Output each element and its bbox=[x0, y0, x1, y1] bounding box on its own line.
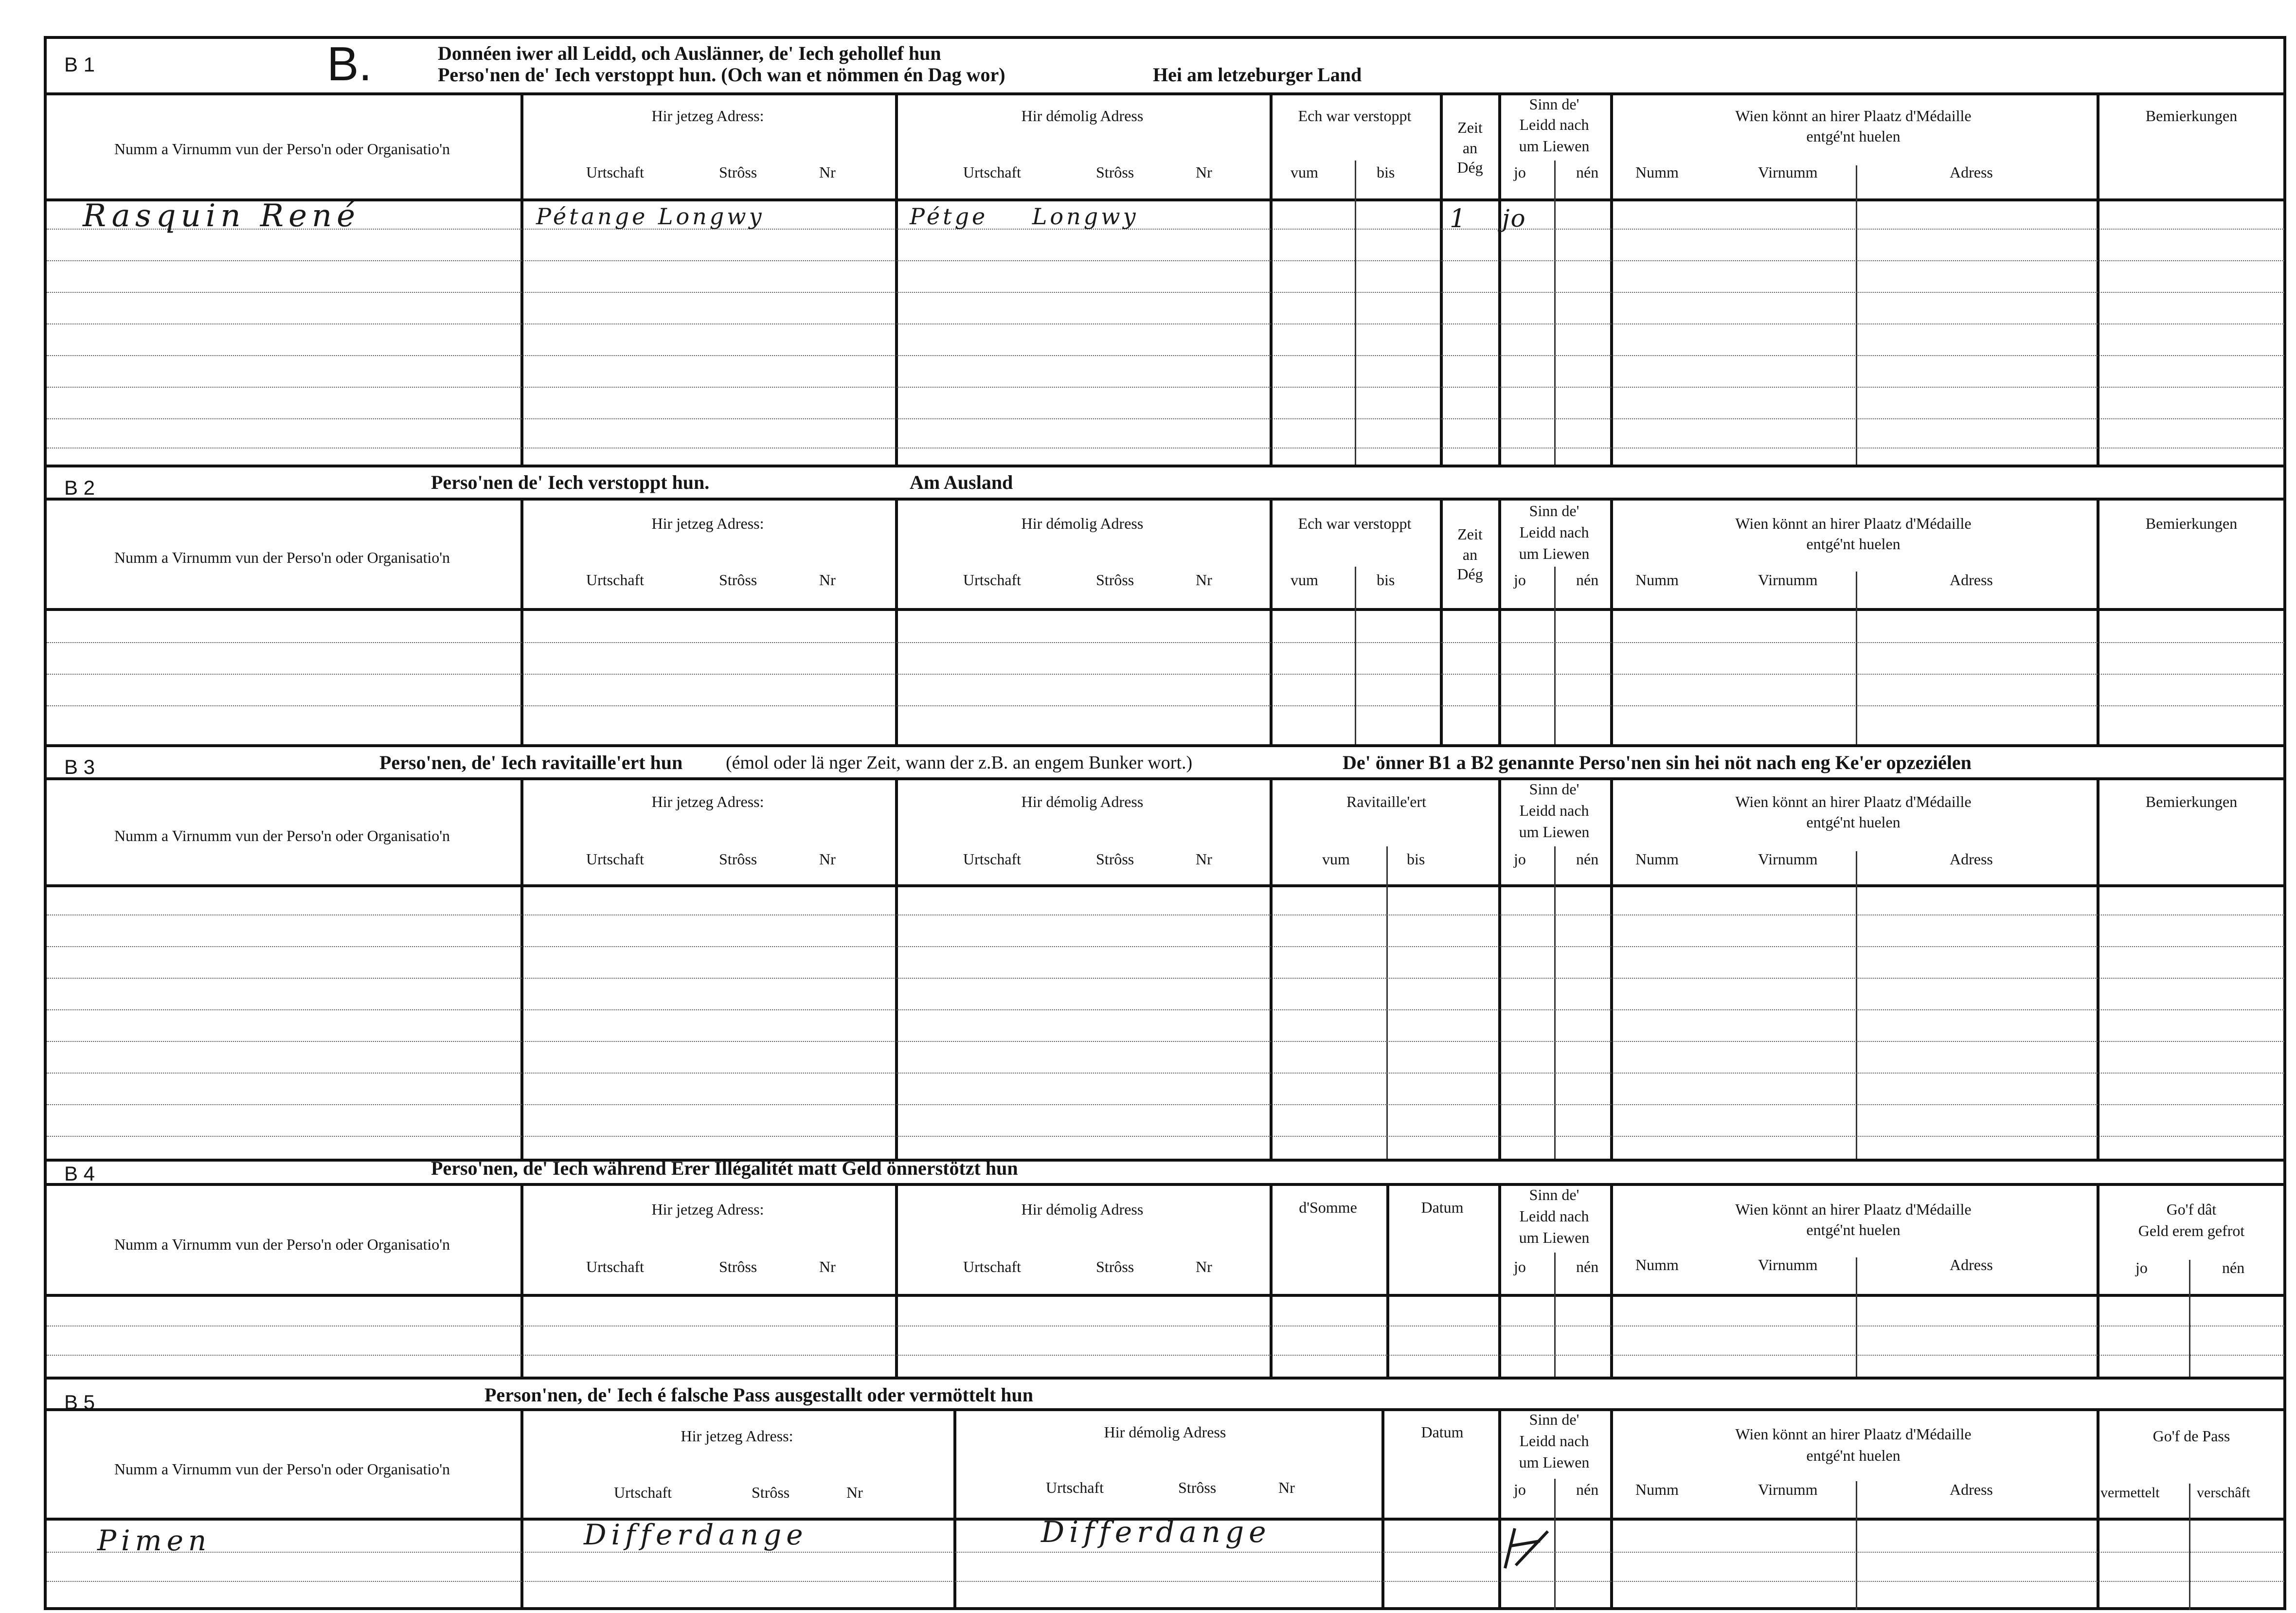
column-divider bbox=[2097, 498, 2099, 744]
header-street: Strôss bbox=[719, 163, 757, 181]
header-alive: Leidd nach bbox=[1519, 1432, 1589, 1450]
column-divider bbox=[2189, 1484, 2190, 1610]
column-divider bbox=[520, 777, 523, 1159]
column-divider bbox=[1270, 498, 1273, 744]
header-medal: Wien könnt an hirer Plaatz d'Médaille bbox=[1735, 793, 1972, 810]
header-alive: Sinn de' bbox=[1529, 502, 1579, 520]
header-former-address: Hir démolig Adress bbox=[1021, 107, 1144, 125]
section-title-b1-line2: Perso'nen de' Iech verstoppt hun. (Och wan et nömmen én Dag wor) bbox=[438, 64, 1005, 86]
header-money-asked-back: Geld erem gefrot bbox=[2138, 1222, 2245, 1239]
header-medal-firstname: Virnumm bbox=[1758, 850, 1818, 868]
header-alive: Sinn de' bbox=[1529, 1411, 1579, 1428]
column-divider bbox=[1610, 777, 1613, 1159]
header-divider bbox=[44, 1294, 2286, 1297]
column-divider bbox=[1498, 498, 1501, 744]
section-title-b1-suffix: Hei am letzeburger Land bbox=[1153, 64, 1362, 86]
header-medal: entgé'nt huelen bbox=[1806, 1221, 1901, 1238]
header-name: Numm a Virnumm vun der Perso'n oder Organisatio'n bbox=[114, 827, 450, 844]
section-code-b4: B 4 bbox=[64, 1162, 95, 1185]
column-divider bbox=[2097, 777, 2099, 1159]
section-code-b3: B 3 bbox=[64, 755, 95, 778]
header-medal: Wien könnt an hirer Plaatz d'Médaille bbox=[1735, 1201, 1972, 1218]
header-locality: Urtschaft bbox=[1046, 1479, 1104, 1496]
entry-row-line bbox=[47, 946, 2284, 947]
header-divider bbox=[44, 608, 2286, 611]
header-to: bis bbox=[1407, 850, 1425, 868]
entry-row-line bbox=[47, 978, 2284, 979]
header-number: Nr bbox=[819, 571, 836, 589]
column-divider bbox=[520, 498, 523, 744]
header-alive: Sinn de' bbox=[1529, 1186, 1579, 1203]
section-divider bbox=[44, 777, 2286, 780]
entry-row-line bbox=[47, 914, 2284, 915]
header-no: nén bbox=[1576, 1481, 1599, 1498]
column-divider bbox=[1386, 846, 1388, 1159]
header-current-address: Hir jetzeg Adress: bbox=[651, 1201, 764, 1218]
header-street: Strôss bbox=[1096, 163, 1134, 181]
header-locality: Urtschaft bbox=[586, 1258, 645, 1275]
header-current-address: Hir jetzeg Adress: bbox=[651, 793, 764, 810]
header-number: Nr bbox=[819, 1258, 836, 1275]
header-remarks: Bemierkungen bbox=[2145, 515, 2238, 532]
header-alive: um Liewen bbox=[1519, 1229, 1590, 1246]
column-divider bbox=[1440, 498, 1443, 744]
header-number: Nr bbox=[1278, 1479, 1295, 1496]
column-divider bbox=[1498, 92, 1501, 465]
entry-b5-current-address: Differdange bbox=[584, 1518, 808, 1551]
header-medal-name: Numm bbox=[1635, 1481, 1679, 1498]
column-divider bbox=[1856, 1481, 1857, 1610]
column-divider bbox=[1386, 1183, 1389, 1377]
header-medal-name: Numm bbox=[1635, 571, 1679, 589]
header-former-address: Hir démolig Adress bbox=[1021, 793, 1144, 810]
header-name: Numm a Virnumm vun der Perso'n oder Organisatio'n bbox=[114, 1236, 450, 1253]
entry-b1-name: Rasquin René bbox=[83, 198, 360, 234]
header-alive: um Liewen bbox=[1519, 823, 1590, 841]
entry-row-line bbox=[47, 355, 2284, 356]
header-days: Zeit bbox=[1457, 525, 1483, 543]
header-no: nén bbox=[1576, 163, 1599, 181]
header-medal: entgé'nt huelen bbox=[1806, 813, 1901, 831]
header-name: Numm a Virnumm vun der Perso'n oder Organisatio'n bbox=[114, 140, 450, 158]
column-divider bbox=[1355, 567, 1356, 744]
header-former-address: Hir démolig Adress bbox=[1104, 1423, 1226, 1441]
header-medal: entgé'nt huelen bbox=[1806, 127, 1901, 145]
column-divider bbox=[953, 1408, 956, 1610]
section-code-b5: B 5 bbox=[64, 1391, 95, 1414]
header-locality: Urtschaft bbox=[586, 163, 645, 181]
header-medal-address: Adress bbox=[1950, 571, 1993, 589]
header-street: Strôss bbox=[719, 571, 757, 589]
section-code-b1: B 1 bbox=[64, 53, 95, 76]
section-title-b4: Perso'nen, de' Iech während Erer Illégalitét matt Geld önnerstötzt hun bbox=[431, 1157, 1018, 1179]
column-divider bbox=[1498, 1408, 1501, 1610]
header-medal: entgé'nt huelen bbox=[1806, 1447, 1901, 1464]
header-medal-address: Adress bbox=[1950, 850, 1993, 868]
column-divider bbox=[1381, 1408, 1384, 1610]
column-divider bbox=[895, 1183, 898, 1377]
section-title-b2-suffix: Am Ausland bbox=[910, 471, 1013, 493]
header-no: nén bbox=[1576, 850, 1599, 868]
header-name: Numm a Virnumm vun der Perso'n oder Organisatio'n bbox=[114, 549, 450, 566]
entry-row-line bbox=[47, 1581, 2284, 1582]
header-hidden: Ech war verstoppt bbox=[1298, 515, 1412, 532]
entry-row-line bbox=[47, 292, 2284, 293]
entry-row-line bbox=[47, 1104, 2284, 1105]
header-yes: jo bbox=[1514, 1481, 1526, 1498]
column-divider bbox=[1610, 92, 1613, 465]
header-number: Nr bbox=[1196, 850, 1212, 868]
entry-row-line bbox=[47, 1073, 2284, 1074]
header-pass-procured: verschâft bbox=[2197, 1485, 2250, 1501]
form-frame bbox=[44, 36, 2286, 1610]
column-divider bbox=[1270, 92, 1273, 465]
header-alive: Leidd nach bbox=[1519, 116, 1589, 133]
entry-row-line bbox=[47, 260, 2284, 261]
header-locality: Urtschaft bbox=[963, 850, 1022, 868]
header-street: Strôss bbox=[752, 1484, 790, 1501]
header-no: nén bbox=[1576, 1258, 1599, 1275]
header-pass-mediated: vermettelt bbox=[2100, 1485, 2160, 1501]
header-street: Strôss bbox=[719, 1258, 757, 1275]
header-divider bbox=[44, 198, 2286, 201]
header-medal: Wien könnt an hirer Plaatz d'Médaille bbox=[1735, 515, 1972, 532]
entry-b5-name: Pimen bbox=[97, 1524, 212, 1557]
header-days: Dég bbox=[1457, 159, 1483, 176]
section-divider bbox=[44, 1408, 2286, 1411]
header-locality: Urtschaft bbox=[963, 571, 1022, 589]
entry-row-line bbox=[47, 418, 2284, 419]
entry-row-line bbox=[47, 1136, 2284, 1137]
column-divider bbox=[895, 92, 898, 465]
header-medal-address: Adress bbox=[1950, 163, 1993, 181]
header-number: Nr bbox=[1196, 163, 1212, 181]
header-street: Strôss bbox=[1096, 850, 1134, 868]
header-alive: Leidd nach bbox=[1519, 1207, 1589, 1225]
column-divider bbox=[1610, 1183, 1613, 1377]
header-from: vum bbox=[1322, 850, 1350, 868]
header-from: vum bbox=[1291, 163, 1318, 181]
header-date: Datum bbox=[1421, 1199, 1464, 1216]
column-divider bbox=[895, 498, 898, 744]
header-no: nén bbox=[2222, 1259, 2245, 1276]
header-locality: Urtschaft bbox=[963, 1258, 1022, 1275]
header-remarks: Bemierkungen bbox=[2145, 793, 2238, 810]
header-divider bbox=[44, 884, 2286, 887]
header-medal-firstname: Virnumm bbox=[1758, 1481, 1818, 1498]
column-divider bbox=[1270, 1183, 1273, 1377]
header-yes: jo bbox=[1514, 163, 1526, 181]
entry-b1-former-address: Pétge Longwy bbox=[910, 203, 1139, 230]
header-pass: Go'f de Pass bbox=[2152, 1427, 2230, 1445]
section-divider bbox=[44, 1183, 2286, 1186]
header-money-asked-back: Go'f dât bbox=[2166, 1201, 2217, 1218]
header-locality: Urtschaft bbox=[614, 1484, 672, 1501]
header-locality: Urtschaft bbox=[963, 163, 1022, 181]
section-title-b3: Perso'nen, de' Iech ravitaille'ert hun bbox=[379, 752, 683, 773]
column-divider bbox=[520, 1408, 523, 1610]
section-title-b2: Perso'nen de' Iech verstoppt hun. bbox=[431, 471, 710, 493]
header-to: bis bbox=[1377, 163, 1395, 181]
header-number: Nr bbox=[819, 163, 836, 181]
header-date: Datum bbox=[1421, 1423, 1464, 1441]
section-title-b1-line1: Donnéen iwer all Leidd, och Auslänner, de' Iech gehollef hun bbox=[438, 42, 941, 64]
header-alive: Leidd nach bbox=[1519, 523, 1589, 541]
header-days: an bbox=[1462, 546, 1478, 563]
header-street: Strôss bbox=[1096, 1258, 1134, 1275]
section-divider bbox=[44, 498, 2286, 501]
column-divider bbox=[2097, 92, 2099, 465]
header-number: Nr bbox=[1196, 571, 1212, 589]
header-medal: Wien könnt an hirer Plaatz d'Médaille bbox=[1735, 1425, 1972, 1443]
entry-row-line bbox=[47, 387, 2284, 388]
header-yes: jo bbox=[2135, 1259, 2148, 1276]
entry-row-line bbox=[47, 674, 2284, 675]
entry-b1-days: 1 bbox=[1450, 204, 1471, 233]
column-divider bbox=[1610, 498, 1613, 744]
header-alive: Sinn de' bbox=[1529, 780, 1579, 798]
header-former-address: Hir démolig Adress bbox=[1021, 1201, 1144, 1218]
header-remarks: Bemierkungen bbox=[2145, 107, 2238, 125]
column-divider bbox=[2097, 1408, 2099, 1610]
header-alive: um Liewen bbox=[1519, 1453, 1590, 1471]
header-yes: jo bbox=[1514, 850, 1526, 868]
column-divider bbox=[1856, 851, 1857, 1159]
section-title-b3-suffix: De' önner B1 a B2 genannte Perso'nen sin hei nöt nach eng Ke'er opzeziélen bbox=[1343, 752, 1972, 773]
column-divider bbox=[1856, 165, 1857, 465]
entry-row-line bbox=[47, 705, 2284, 706]
column-divider bbox=[1554, 1253, 1556, 1377]
header-hidden: Ech war verstoppt bbox=[1298, 107, 1412, 125]
entry-row-line bbox=[47, 642, 2284, 643]
header-days: Zeit bbox=[1457, 119, 1483, 136]
entry-row-line bbox=[47, 323, 2284, 324]
check-mark-icon bbox=[1501, 1522, 1555, 1575]
column-divider bbox=[1440, 92, 1443, 465]
header-yes: jo bbox=[1514, 1258, 1526, 1275]
header-number: Nr bbox=[846, 1484, 863, 1501]
header-alive: Leidd nach bbox=[1519, 802, 1589, 819]
column-divider bbox=[1856, 1257, 1857, 1377]
header-yes: jo bbox=[1514, 571, 1526, 589]
column-divider bbox=[1856, 572, 1857, 744]
section-divider bbox=[44, 1159, 2286, 1162]
entry-b5-former-address: Differdange bbox=[1041, 1515, 1271, 1549]
entry-b1-current-address: Pétange Longwy bbox=[536, 203, 765, 230]
header-sum: d'Somme bbox=[1299, 1199, 1357, 1216]
header-medal-firstname: Virnumm bbox=[1758, 571, 1818, 589]
header-locality: Urtschaft bbox=[586, 850, 645, 868]
header-medal-firstname: Virnumm bbox=[1758, 163, 1818, 181]
entry-row-line bbox=[47, 1009, 2284, 1010]
column-divider bbox=[1498, 777, 1501, 1159]
entry-row-line bbox=[47, 1552, 2284, 1553]
form-letter: B. bbox=[327, 37, 372, 90]
header-locality: Urtschaft bbox=[586, 571, 645, 589]
header-medal-name: Numm bbox=[1635, 163, 1679, 181]
header-former-address: Hir démolig Adress bbox=[1021, 515, 1144, 532]
column-divider bbox=[1270, 777, 1273, 1159]
column-divider bbox=[1554, 567, 1556, 744]
header-current-address: Hir jetzeg Adress: bbox=[681, 1427, 793, 1445]
column-divider bbox=[895, 777, 898, 1159]
header-days: Dég bbox=[1457, 565, 1483, 583]
section-title-b3-note: (émol oder lä nger Zeit, wann der z.B. an engem Bunker wort.) bbox=[726, 753, 1193, 773]
header-street: Strôss bbox=[1178, 1479, 1217, 1496]
column-divider bbox=[520, 1183, 523, 1377]
header-days: an bbox=[1462, 139, 1478, 157]
header-medal-address: Adress bbox=[1950, 1481, 1993, 1498]
section-divider bbox=[44, 465, 2286, 467]
column-divider bbox=[1498, 1183, 1501, 1377]
entry-row-line bbox=[47, 229, 2284, 230]
header-medal: Wien könnt an hirer Plaatz d'Médaille bbox=[1735, 107, 1972, 125]
entry-b1-alive-yes: jo bbox=[1502, 204, 1526, 233]
section-code-b2: B 2 bbox=[64, 476, 95, 499]
entry-row-line bbox=[47, 1041, 2284, 1042]
header-supplied: Ravitaille'ert bbox=[1346, 793, 1426, 810]
header-current-address: Hir jetzeg Adress: bbox=[651, 515, 764, 532]
section-divider bbox=[44, 1377, 2286, 1380]
section-divider bbox=[44, 92, 2286, 95]
column-divider bbox=[2097, 1183, 2099, 1377]
header-current-address: Hir jetzeg Adress: bbox=[651, 107, 764, 125]
header-alive: um Liewen bbox=[1519, 137, 1590, 155]
column-divider bbox=[2189, 1260, 2190, 1377]
header-medal-address: Adress bbox=[1950, 1256, 1993, 1273]
header-number: Nr bbox=[1196, 1258, 1212, 1275]
header-from: vum bbox=[1291, 571, 1318, 589]
header-to: bis bbox=[1377, 571, 1395, 589]
header-medal-name: Numm bbox=[1635, 850, 1679, 868]
column-divider bbox=[1610, 1408, 1613, 1610]
header-medal-firstname: Virnumm bbox=[1758, 1256, 1818, 1273]
section-title-b5: Person'nen, de' Iech é falsche Pass ausgestallt oder vermöttelt hun bbox=[484, 1384, 1034, 1406]
section-divider bbox=[44, 744, 2286, 747]
header-alive: um Liewen bbox=[1519, 545, 1590, 562]
header-name: Numm a Virnumm vun der Perso'n oder Organisatio'n bbox=[114, 1460, 450, 1478]
column-divider bbox=[520, 92, 523, 465]
entry-row-line bbox=[47, 1355, 2284, 1356]
header-alive: Sinn de' bbox=[1529, 95, 1579, 113]
header-street: Strôss bbox=[1096, 571, 1134, 589]
header-medal-name: Numm bbox=[1635, 1256, 1679, 1273]
header-medal: entgé'nt huelen bbox=[1806, 535, 1901, 553]
header-number: Nr bbox=[819, 850, 836, 868]
header-street: Strôss bbox=[719, 850, 757, 868]
header-no: nén bbox=[1576, 571, 1599, 589]
column-divider bbox=[1554, 846, 1556, 1159]
